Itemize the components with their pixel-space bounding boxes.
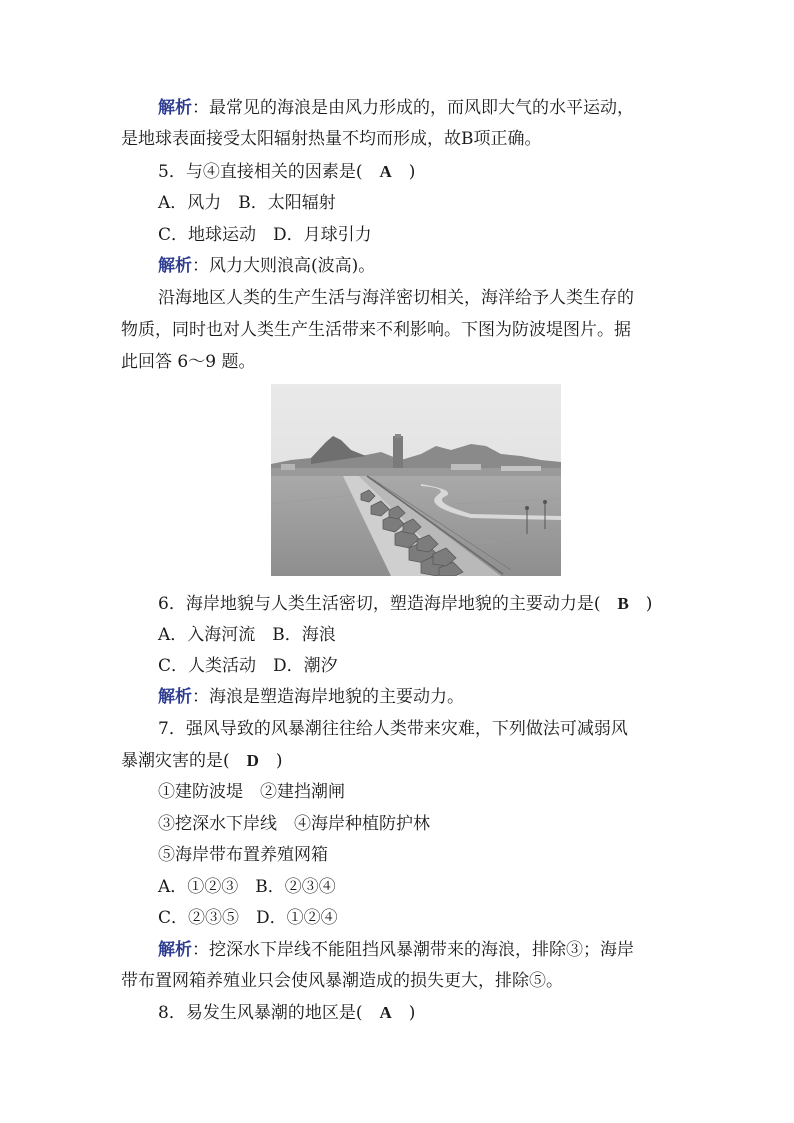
q7-options-2: C．②③⑤ D．①②④	[158, 908, 338, 928]
q7-items-3: ⑤海岸带布置养殖网箱	[158, 845, 328, 865]
q6-options-2: C．人类活动 D．潮汐	[158, 656, 338, 676]
q8-stem: 8．易发生风暴潮的地区是( A )	[158, 1003, 416, 1023]
q6-analysis: 解析：海浪是塑造海岸地貌的主要动力。	[158, 687, 464, 707]
q5-analysis: 解析：风力大则浪高(波高)。	[158, 256, 376, 276]
intro-line-2: 物质，同时也对人类生产生活带来不利影响。下图为防波堤图片。据	[121, 320, 631, 340]
q6-stem: 6．海岸地貌与人类生活密切，塑造海岸地貌的主要动力是( B )	[158, 594, 653, 614]
analysis-label: 解析	[158, 98, 192, 118]
q5-options-1: A．风力 B．太阳辐射	[158, 193, 336, 213]
q6-options-1: A．入海河流 B．海浪	[158, 625, 336, 645]
q7-analysis-1: 解析：挖深水下岸线不能阻挡风暴潮带来的海浪，排除③；海岸	[158, 940, 634, 960]
q7-stem-2: 暴潮灾害的是( D )	[121, 751, 283, 771]
q5-stem: 5．与④直接相关的因素是( A )	[158, 162, 416, 182]
q5-answer: A	[379, 162, 392, 181]
intro-line-3: 此回答 6～9 题。	[121, 352, 256, 372]
analysis-label: 解析	[158, 940, 192, 960]
analysis-label: 解析	[158, 256, 192, 276]
q7-answer: D	[246, 751, 259, 770]
q7-items-2: ③挖深水下岸线 ④海岸种植防护林	[158, 814, 430, 834]
q5-options-2: C．地球运动 D．月球引力	[158, 225, 372, 245]
q8-answer: A	[379, 1003, 392, 1022]
q4-analysis-line-2: 是地球表面接受太阳辐射热量不均而形成，故B项正确。	[121, 129, 542, 149]
q7-options-1: A．①②③ B．②③④	[158, 877, 336, 897]
breakwater-photo-image	[271, 384, 561, 576]
breakwater-photo	[271, 384, 561, 576]
q6-answer: B	[617, 594, 629, 613]
analysis-label: 解析	[158, 687, 192, 707]
intro-line-1: 沿海地区人类的生产生活与海洋密切相关，海洋给予人类生存的	[158, 288, 634, 308]
q7-items-1: ①建防波堤 ②建挡潮闸	[158, 782, 345, 802]
q4-analysis-line-1: 解析：最常见的海浪是由风力形成的，而风即大气的水平运动，	[158, 98, 634, 118]
q7-analysis-2: 带布置网箱养殖业只会使风暴潮造成的损失更大，排除⑤。	[121, 971, 563, 991]
q7-stem-1: 7．强风导致的风暴潮往往给人类带来灾难，下列做法可减弱风	[158, 719, 628, 739]
